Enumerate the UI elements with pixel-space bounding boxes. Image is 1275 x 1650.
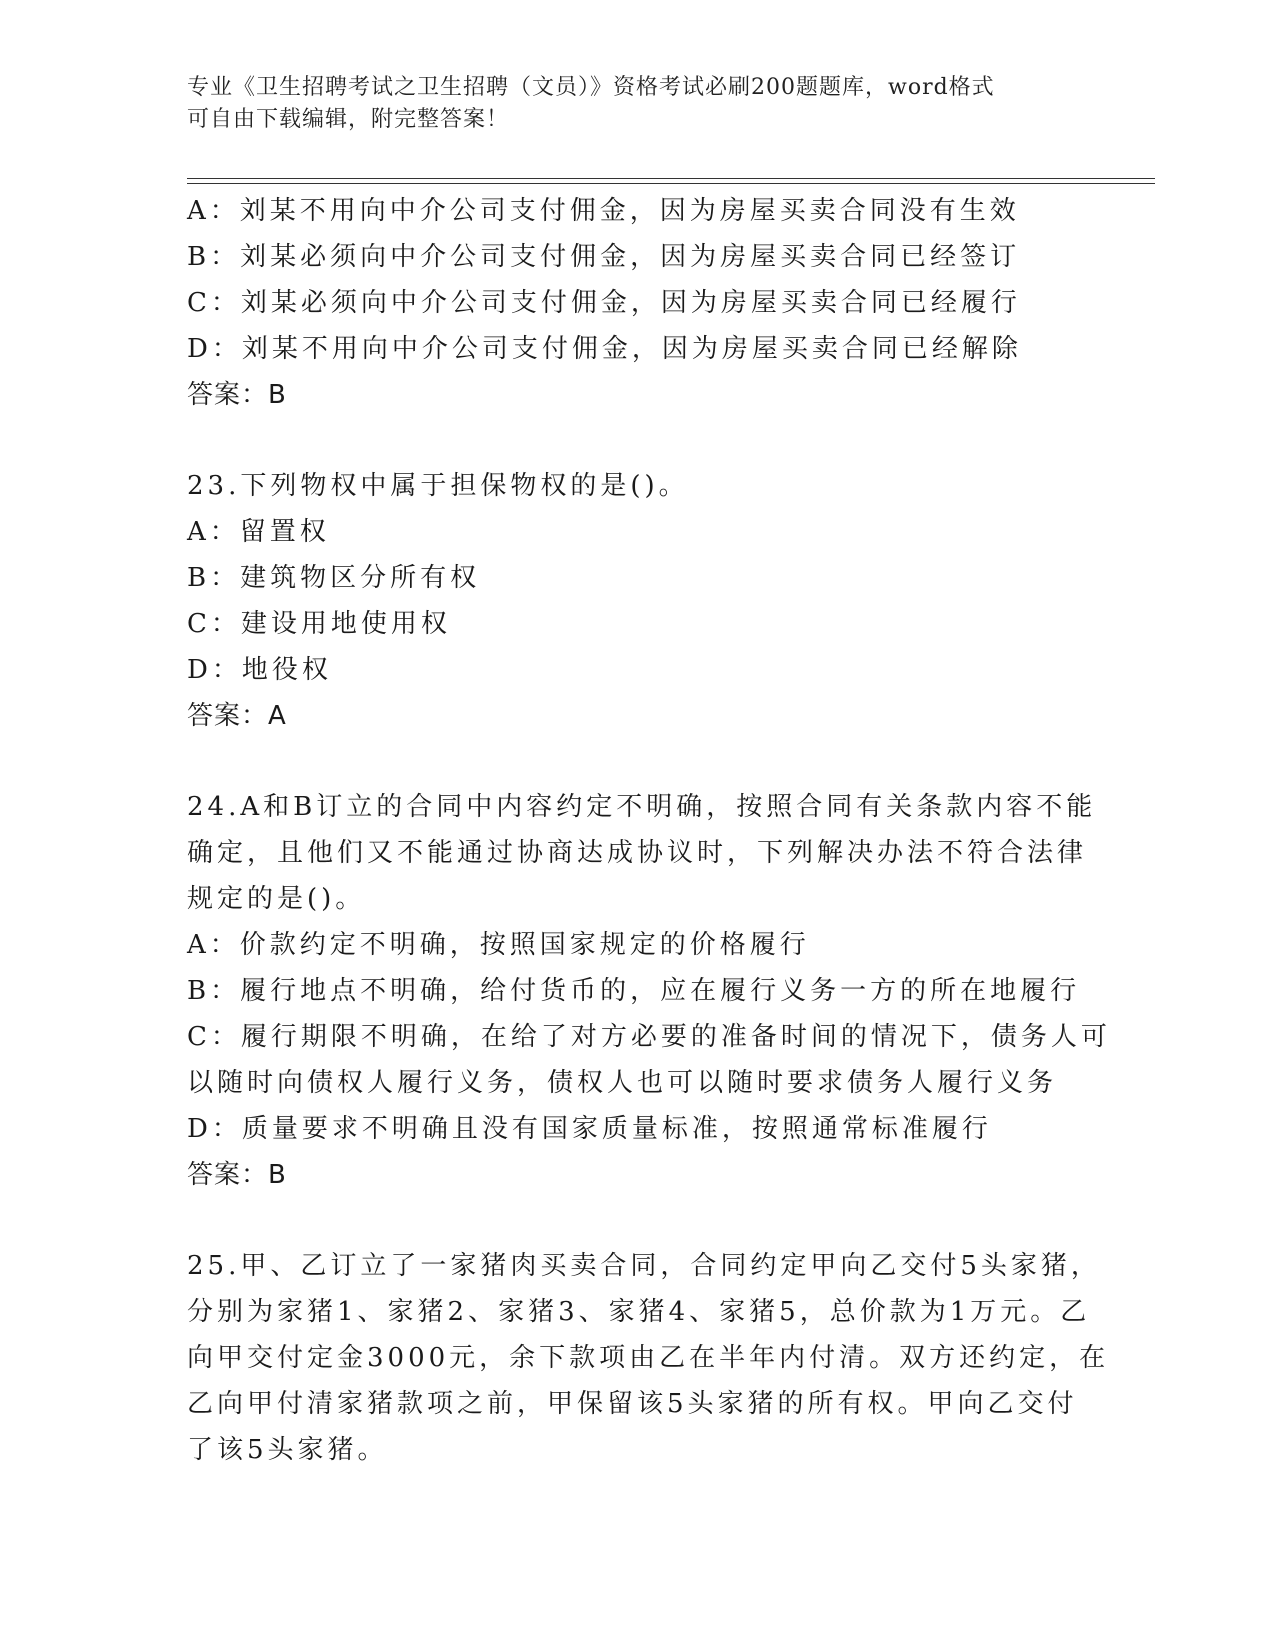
header-line-1: 专业《卫生招聘考试之卫生招聘（文员）》资格考试必刷200题题库，word格式 [187, 75, 995, 100]
option-d: D：地役权 [187, 655, 332, 685]
question-stem-line: 25.甲、乙订立了一家猪肉买卖合同，合同约定甲向乙交付5头家猪， [187, 1251, 1101, 1281]
question-stem-line: 乙向甲付清家猪款项之前，甲保留该5头家猪的所有权。甲向乙交付 [187, 1389, 1078, 1419]
question-22 [187, 188, 1087, 418]
option-d: D：刘某不用向中介公司支付佣金，因为房屋买卖合同已经解除 [187, 334, 1022, 364]
question-stem-line: 向甲交付定金3000元，余下款项由乙在半年内付清。双方还约定，在 [187, 1343, 1110, 1373]
option-a: A：价款约定不明确，按照国家规定的价格履行 [187, 930, 810, 960]
header-line-2: 可自由下载编辑，附完整答案！ [187, 107, 510, 132]
document-body [187, 188, 1111, 1473]
answer: 答案：A [187, 701, 287, 731]
spacer [187, 418, 1087, 463]
option-a: A：刘某不用向中介公司支付佣金，因为房屋买卖合同没有生效 [187, 196, 1020, 226]
option-a: A：留置权 [187, 517, 330, 547]
question-stem-line: 规定的是()。 [187, 884, 366, 914]
option-c: C：履行期限不明确，在给了对方必要的准备时间的情况下，债务人可 [187, 1022, 1111, 1052]
spacer [187, 739, 1087, 784]
header-rule-top [187, 178, 1155, 179]
spacer [187, 1198, 1087, 1243]
question-stem-line: 了该5头家猪。 [187, 1435, 388, 1465]
header-rule-bottom [187, 183, 1155, 184]
question-stem-line: 24.A和B订立的合同中内容约定不明确，按照合同有关条款内容不能 [187, 792, 1097, 822]
option-b: B：建筑物区分所有权 [187, 563, 481, 593]
option-b: B：履行地点不明确，给付货币的，应在履行义务一方的所在地履行 [187, 976, 1081, 1006]
question-stem-line: 分别为家猪1、家猪2、家猪3、家猪4、家猪5，总价款为1万元。乙 [187, 1297, 1091, 1327]
question-24 [187, 784, 1111, 1198]
answer: 答案：B [187, 1160, 287, 1190]
question-25 [187, 1243, 1110, 1473]
option-b: B：刘某必须向中介公司支付佣金，因为房屋买卖合同已经签订 [187, 242, 1021, 272]
document-header [187, 72, 1067, 136]
question-stem: 23.下列物权中属于担保物权的是()。 [187, 471, 689, 501]
question-stem-line: 确定，且他们又不能通过协商达成协议时，下列解决办法不符合法律 [187, 838, 1088, 868]
question-23 [187, 463, 1087, 739]
option-d: D：质量要求不明确且没有国家质量标准，按照通常标准履行 [187, 1114, 992, 1144]
option-c: C：建设用地使用权 [187, 609, 451, 639]
option-c: C：刘某必须向中介公司支付佣金，因为房屋买卖合同已经履行 [187, 288, 1021, 318]
answer: 答案：B [187, 380, 287, 410]
option-c-continued: 以随时向债权人履行义务，债权人也可以随时要求债务人履行义务 [187, 1068, 1058, 1098]
